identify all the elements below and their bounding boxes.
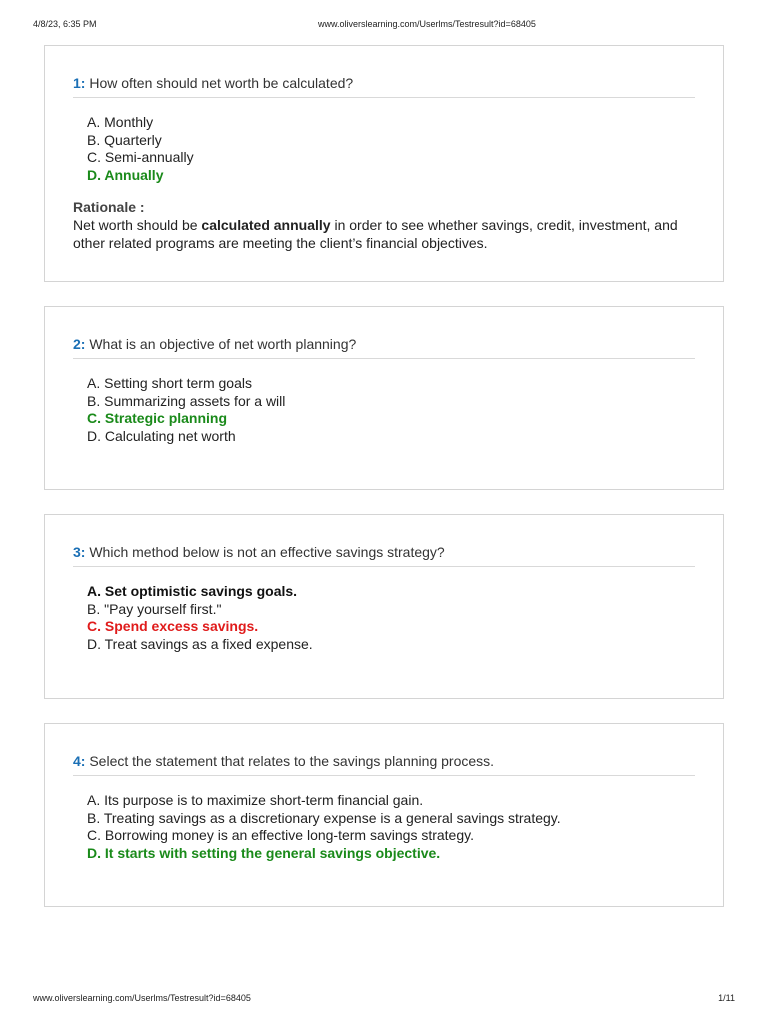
question-card-2 xyxy=(44,306,724,490)
option-b: B. Quarterly xyxy=(87,131,162,148)
option-b: B. Summarizing assets for a will xyxy=(87,392,286,409)
print-header xyxy=(0,19,768,31)
question-card-3 xyxy=(44,514,724,699)
answer-options xyxy=(87,792,561,862)
option-a-selected: A. Set optimistic savings goals. xyxy=(87,583,298,599)
question-card-1 xyxy=(44,45,724,282)
option-c: C. Borrowing money is an effective long-term savings strategy. xyxy=(87,827,474,843)
print-datetime: 4/8/23, 6:35 PM xyxy=(33,19,97,29)
option-c-correct-missed: C. Spend excess savings. xyxy=(87,618,259,634)
rationale-emphasis: calculated annually xyxy=(201,217,331,233)
question-number: 2: xyxy=(73,336,86,352)
answer-options xyxy=(87,583,313,653)
option-b: B. "Pay yourself first." xyxy=(87,600,222,617)
print-footer xyxy=(0,993,768,1005)
rationale-label: Rationale : xyxy=(73,199,145,215)
question-title xyxy=(73,752,695,776)
option-b: B. Treating savings as a discretionary expense is a general savings strategy. xyxy=(87,809,561,826)
print-url: www.oliverslearning.com/Userlms/Testresult?id=68405 xyxy=(318,19,536,29)
option-c-correct: C. Strategic planning xyxy=(87,410,228,426)
option-c: C. Semi-annually xyxy=(87,149,194,165)
option-a: A. Its purpose is to maximize short-term financial gain. xyxy=(87,792,424,808)
option-a: A. Setting short term goals xyxy=(87,375,252,391)
answer-options xyxy=(87,114,194,184)
question-title xyxy=(73,335,695,359)
question-text: Which method below is not an effective savings strategy? xyxy=(89,544,445,560)
rationale-text-before: Net worth should be xyxy=(73,217,202,233)
option-d: D. Calculating net worth xyxy=(87,427,236,444)
question-number: 1: xyxy=(73,75,86,91)
question-text: Select the statement that relates to the savings planning process. xyxy=(89,753,495,769)
option-d-correct: D. Annually xyxy=(87,166,164,183)
question-text: How often should net worth be calculated? xyxy=(89,75,354,91)
option-d-correct: D. It starts with setting the general savings objective. xyxy=(87,844,441,861)
question-card-4 xyxy=(44,723,724,907)
question-text: What is an objective of net worth planning? xyxy=(89,336,357,352)
question-title xyxy=(73,74,695,98)
page-number: 1/11 xyxy=(718,993,735,1003)
answer-options xyxy=(87,375,285,445)
footer-url: www.oliverslearning.com/Userlms/Testresult?id=68405 xyxy=(33,993,251,1003)
question-number: 4: xyxy=(73,753,86,769)
option-d: D. Treat savings as a fixed expense. xyxy=(87,635,313,652)
rationale xyxy=(73,198,699,252)
rationale-text xyxy=(73,216,699,252)
question-number: 3: xyxy=(73,544,86,560)
option-a: A. Monthly xyxy=(87,114,154,130)
rationale-text-after: in order to see whether savings, credit, investment, and other related programs are meeting the client’s financial objectives. xyxy=(73,217,678,251)
question-title xyxy=(73,543,695,567)
